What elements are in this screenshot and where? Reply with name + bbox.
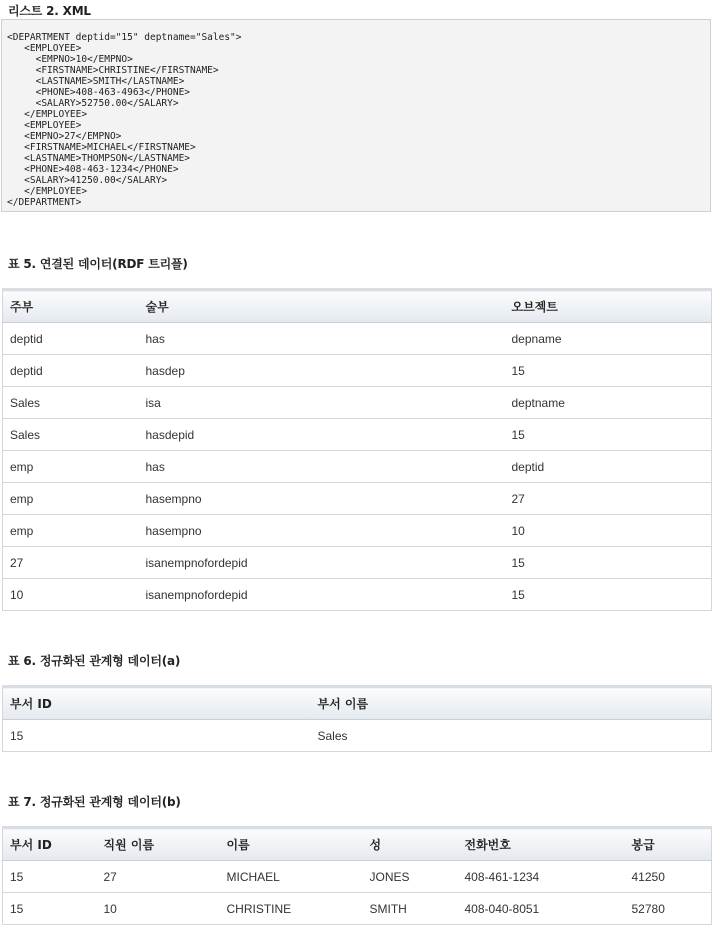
column-header-first-name: 이름 <box>220 828 363 861</box>
department-table <box>2 685 712 752</box>
listing-2-title: 리스트 2. XML <box>8 4 91 18</box>
table-cell: isa <box>139 387 505 419</box>
table-cell: 15 <box>3 861 97 893</box>
xml-code: <DEPARTMENT deptid="15" deptname="Sales"> <EMPLOYEE> <EMPNO>10</EMPNO> <FIRSTNAME>CHRISTINE</FIRSTNAME> <LASTNAME>SMITH</LASTNAME> <PHONE>408-463-4963</PHONE> <SALARY>52750.00</SALARY> </EMPLOYEE> <EMPLOYEE> <EMPNO>27</EMPNO> <FIRSTNAME>MICHAEL</FIRSTNAME> <LASTNAME>THOMPSON</LASTNAME> <PHONE>408-463-1234</PHONE> <SALARY>41250.00</SALARY> </EMPLOYEE> </DEPARTMENT> <box>7 32 242 208</box>
table-cell: 408-040-8051 <box>458 893 625 925</box>
table-cell: 15 <box>3 893 97 925</box>
table-cell: hasdepid <box>139 419 505 451</box>
table-cell: 15 <box>505 355 712 387</box>
table-cell: SMITH <box>363 893 458 925</box>
table-cell: deptid <box>3 355 139 387</box>
table-cell: 15 <box>3 720 311 752</box>
table-cell: hasempno <box>139 515 505 547</box>
table-header-row <box>3 828 712 861</box>
table-cell: 15 <box>505 419 712 451</box>
table-cell: 10 <box>3 579 139 611</box>
table-cell: hasempno <box>139 483 505 515</box>
table-cell: JONES <box>363 861 458 893</box>
table-row <box>3 451 712 483</box>
column-header-subject: 주부 <box>3 290 139 323</box>
table-cell: 52780 <box>625 893 712 925</box>
column-header-dept-name: 부서 이름 <box>311 687 712 720</box>
xml-code-block <box>1 19 711 212</box>
table-row <box>3 387 712 419</box>
employee-table <box>2 826 712 925</box>
table-cell: Sales <box>3 387 139 419</box>
table-cell: 10 <box>505 515 712 547</box>
table-cell: 41250 <box>625 861 712 893</box>
table-header-row <box>3 687 712 720</box>
table-7-title: 표 7. 정규화된 관계형 데이터(b) <box>8 795 181 809</box>
table-cell: 408-461-1234 <box>458 861 625 893</box>
table-cell: has <box>139 323 505 355</box>
rdf-triples-table <box>2 288 712 611</box>
table-header-row <box>3 290 712 323</box>
table-row <box>3 355 712 387</box>
column-header-predicate: 술부 <box>139 290 505 323</box>
column-header-dept-id: 부서 ID <box>3 687 311 720</box>
table-cell: 15 <box>505 547 712 579</box>
table-row <box>3 861 712 893</box>
table-cell: 15 <box>505 579 712 611</box>
column-header-dept-id: 부서 ID <box>3 828 97 861</box>
column-header-salary: 봉급 <box>625 828 712 861</box>
column-header-employee-no: 직원 이름 <box>97 828 220 861</box>
table-row <box>3 547 712 579</box>
table-cell: deptname <box>505 387 712 419</box>
table-row <box>3 720 712 752</box>
table-cell: hasdep <box>139 355 505 387</box>
table-5-title: 표 5. 연결된 데이터(RDF 트리플) <box>8 257 188 271</box>
column-header-last-name: 성 <box>363 828 458 861</box>
table-cell: 27 <box>505 483 712 515</box>
table-6-title: 표 6. 정규화된 관계형 데이터(a) <box>8 654 181 668</box>
table-cell: deptid <box>505 451 712 483</box>
table-cell: emp <box>3 451 139 483</box>
table-row <box>3 419 712 451</box>
table-cell: 27 <box>97 861 220 893</box>
table-cell: depname <box>505 323 712 355</box>
table-cell: isanempnofordepid <box>139 579 505 611</box>
table-cell: 27 <box>3 547 139 579</box>
column-header-phone: 전화번호 <box>458 828 625 861</box>
table-row <box>3 323 712 355</box>
table-cell: isanempnofordepid <box>139 547 505 579</box>
table-row <box>3 893 712 925</box>
table-row <box>3 515 712 547</box>
table-cell: emp <box>3 515 139 547</box>
table-cell: emp <box>3 483 139 515</box>
table-cell: 10 <box>97 893 220 925</box>
table-cell: Sales <box>3 419 139 451</box>
column-header-object: 오브젝트 <box>505 290 712 323</box>
table-cell: CHRISTINE <box>220 893 363 925</box>
table-cell: MICHAEL <box>220 861 363 893</box>
table-row <box>3 579 712 611</box>
table-cell: deptid <box>3 323 139 355</box>
table-cell: Sales <box>311 720 712 752</box>
table-row <box>3 483 712 515</box>
table-cell: has <box>139 451 505 483</box>
